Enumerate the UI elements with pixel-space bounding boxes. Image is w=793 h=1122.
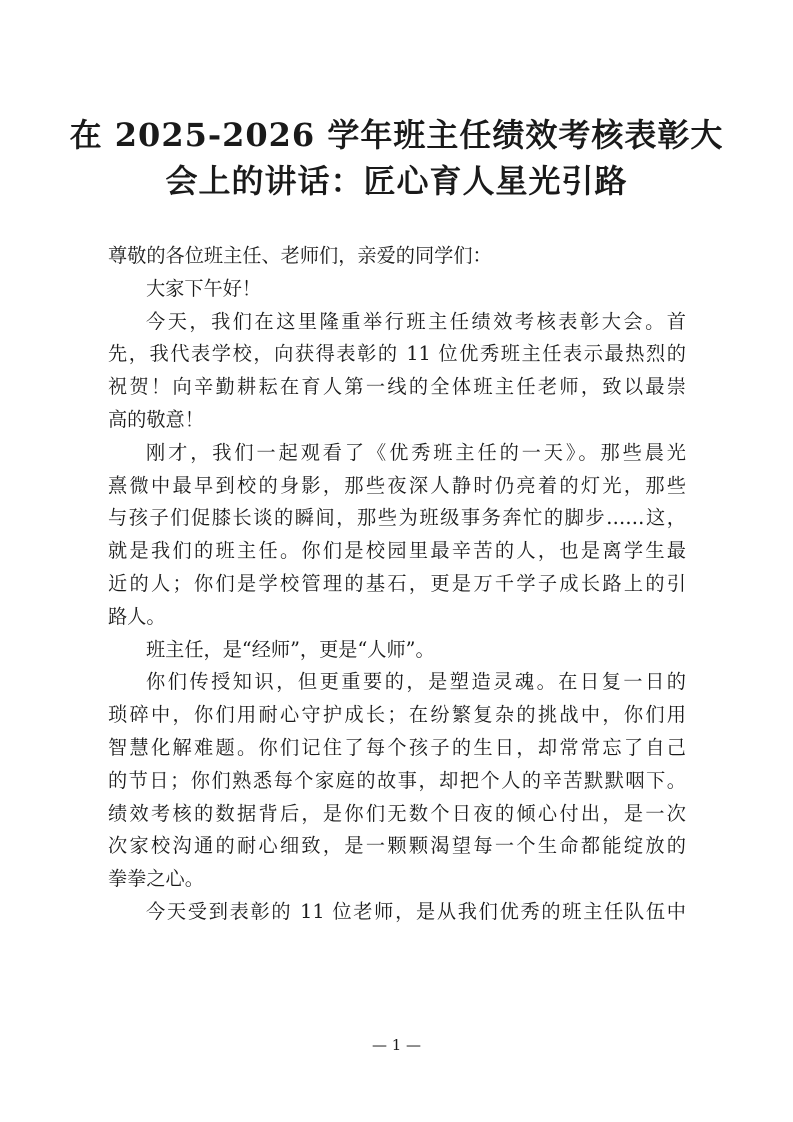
paragraph-line: 就是我们的班主任。你们是校园里最辛苦的人，也是离学生最	[108, 539, 686, 563]
paragraph-line: 祝贺！向辛勤耕耘在育人第一线的全体班主任老师，致以最崇	[108, 375, 686, 399]
paragraph-line: 高的敬意！	[108, 407, 204, 431]
paragraph-line: 智慧化解难题。你们记住了每个孩子的生日，却常常忘了自己	[108, 735, 686, 759]
paragraph-line: 熹微中最早到校的身影，那些夜深人静时仍亮着的灯光，那些	[108, 473, 686, 497]
paragraph-line: 拳拳之心。	[108, 867, 204, 891]
paragraph-line: 刚才，我们一起观看了《优秀班主任的一天》。那些晨光	[146, 440, 686, 464]
page-number: — 1 —	[371, 1036, 422, 1054]
speech-title	[60, 112, 733, 204]
paragraph-line: 今天受到表彰的 11 位老师，是从我们优秀的班主任队伍中	[146, 899, 686, 923]
paragraph-line: 近的人；你们是学校管理的基石，更是万千学子成长路上的引	[108, 571, 686, 595]
paragraph-line: 绩效考核的数据背后，是你们无数个日夜的倾心付出，是一次	[108, 801, 686, 825]
paragraph-line: 先，我代表学校，向获得表彰的 11 位优秀班主任表示最热烈的	[108, 342, 686, 366]
paragraph-line: 与孩子们促膝长谈的瞬间，那些为班级事务奔忙的脚步……这，	[108, 506, 686, 530]
paragraph-line: 班主任，是“经师”，更是“人师”。	[146, 637, 435, 661]
paragraph-line: 大家下午好！	[146, 276, 262, 300]
paragraph-line: 你们传授知识，但更重要的，是塑造灵魂。在日复一日的	[146, 670, 686, 694]
title-line-2: 会上的讲话：匠心育人星光引路	[165, 162, 628, 200]
paragraph-line: 路人。	[108, 604, 166, 628]
paragraph-line: 次家校沟通的耐心细致，是一颗颗渴望每一个生命都能绽放的	[108, 834, 686, 858]
paragraph-line: 今天，我们在这里隆重举行班主任绩效考核表彰大会。首	[146, 309, 686, 333]
paragraph-line: 琐碎中，你们用耐心守护成长；在纷繁复杂的挑战中，你们用	[108, 703, 686, 727]
paragraph-line: 尊敬的各位班主任、老师们，亲爱的同学们：	[108, 244, 492, 267]
paragraph-line: 的节日；你们熟悉每个家庭的故事，却把个人的辛苦默默咽下。	[108, 768, 686, 792]
speech-body	[108, 240, 686, 929]
title-line-1: 在 2025-2026 学年班主任绩效考核表彰大	[69, 116, 724, 154]
